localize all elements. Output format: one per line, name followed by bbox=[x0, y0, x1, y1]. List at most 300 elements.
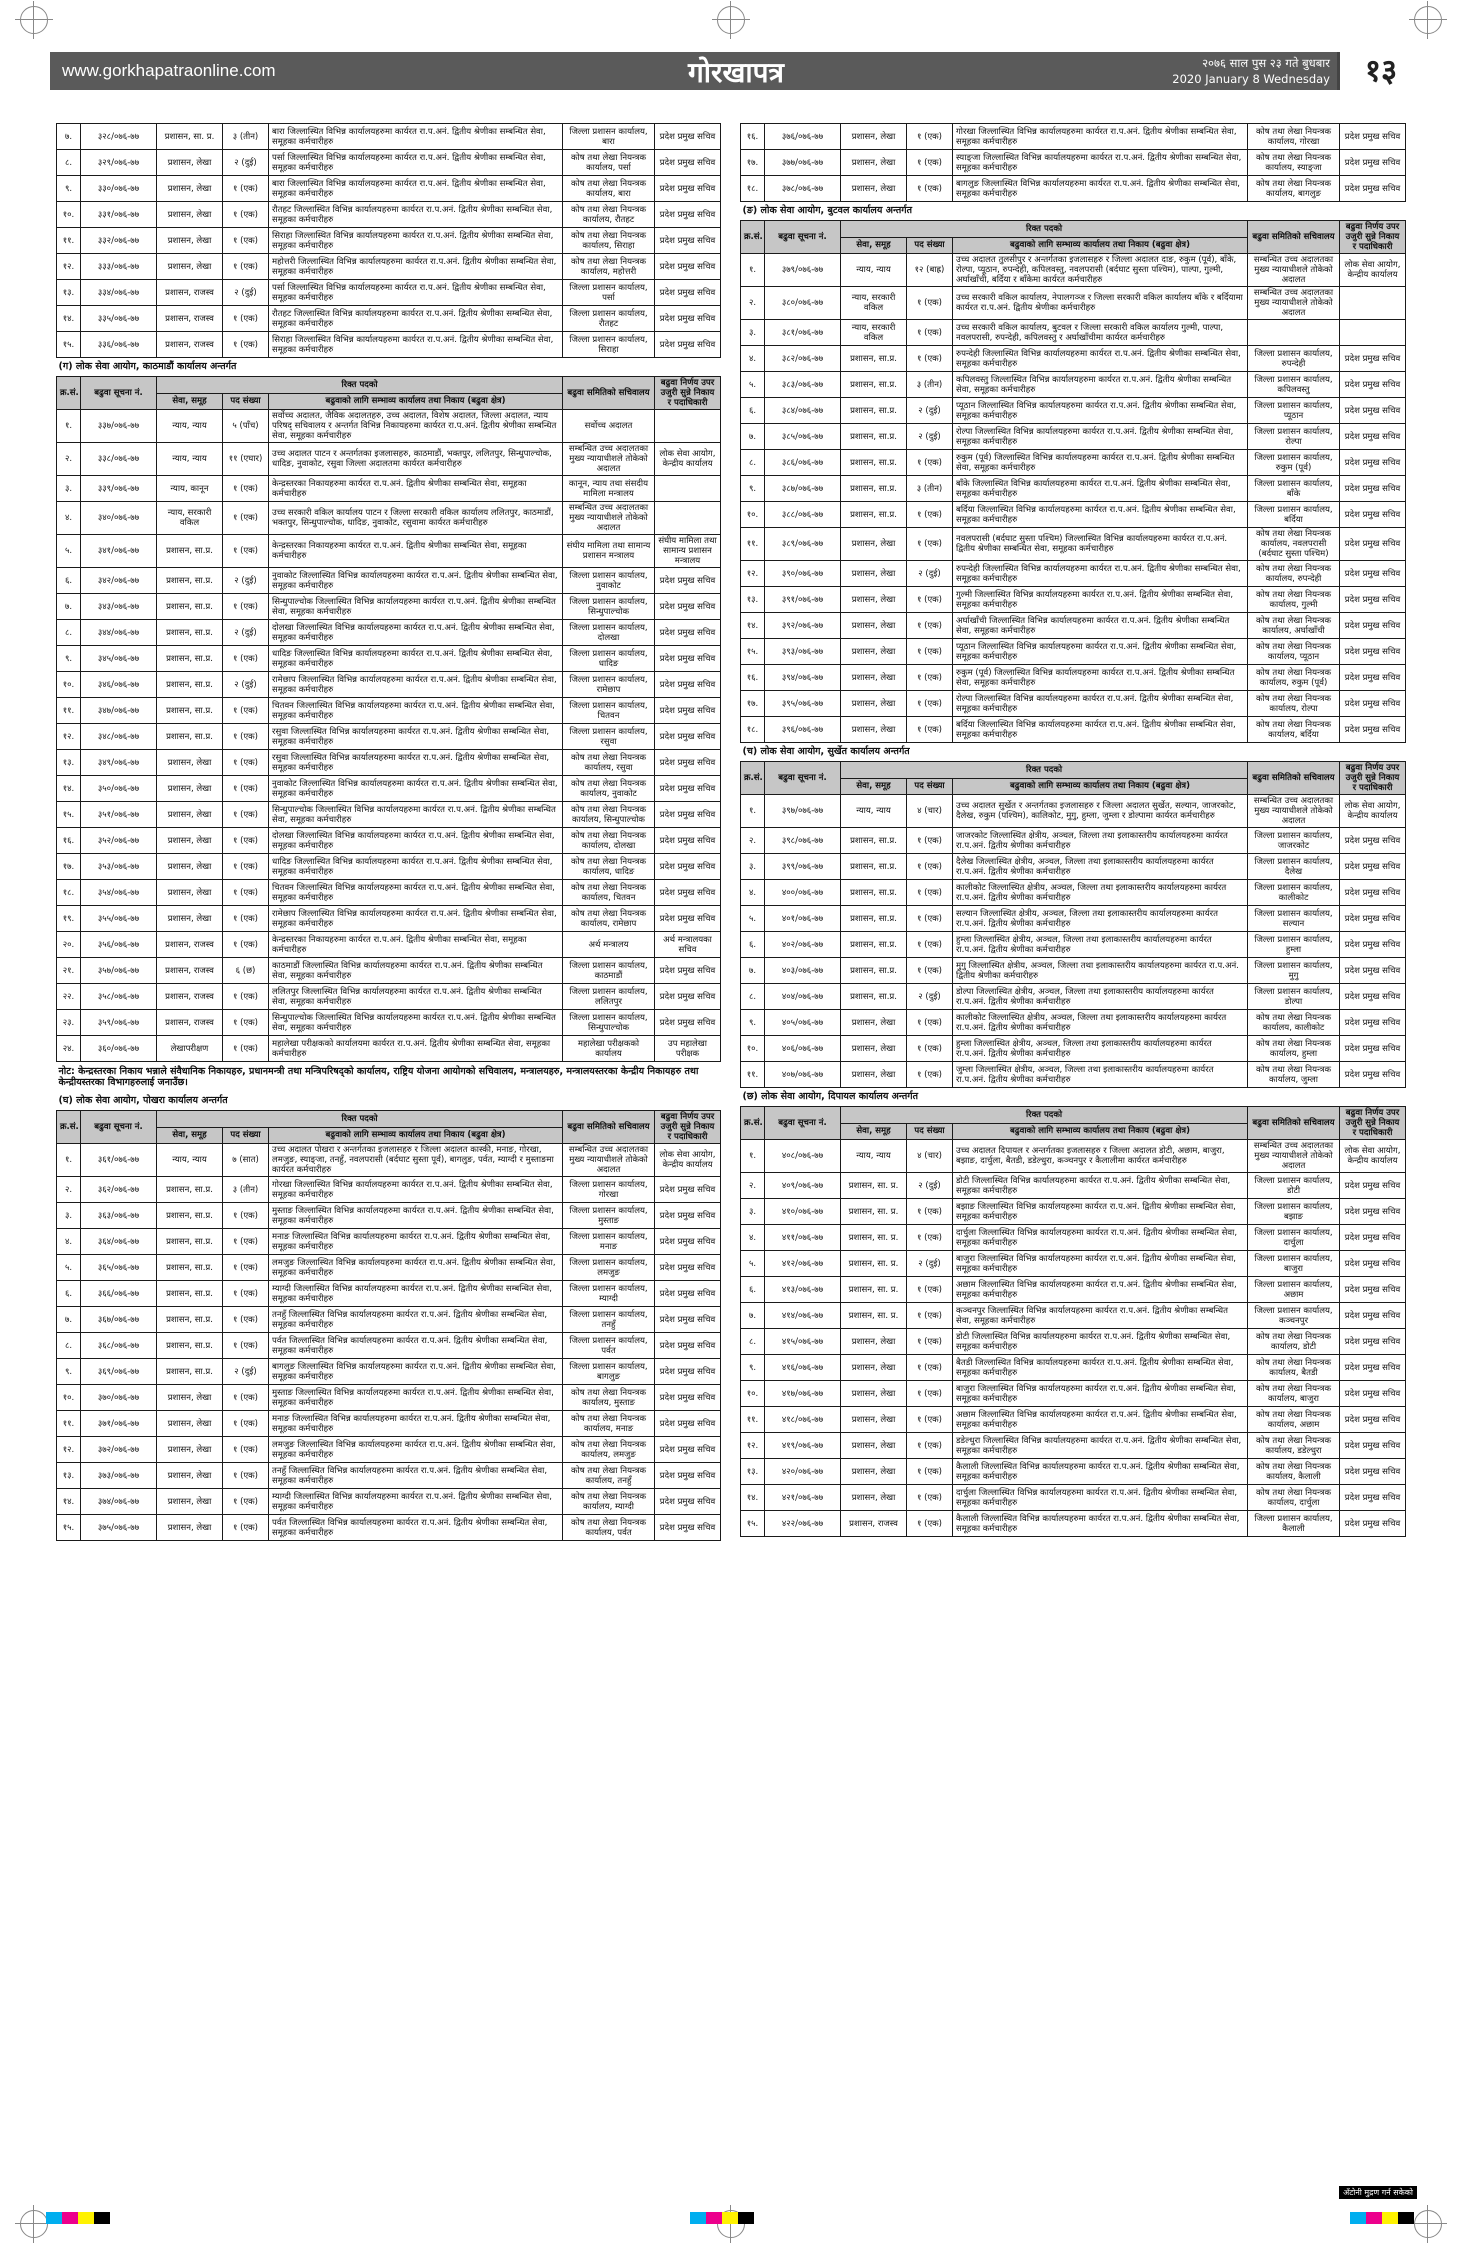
cell-area: उच्च सरकारी वकिल कार्यालय, नेपालगञ्ज र जिल्ला सरकारी वकिल कार्यालय बाँके र बर्दियामा कार्यरत रा.प.अनं. द्वितीय श्रेणीका कर्मचारीहरु bbox=[953, 287, 1248, 320]
cell-notice-no: ३८५/०७६-७७ bbox=[765, 424, 841, 450]
cell-sn: १०. bbox=[741, 1381, 765, 1407]
cell-posts: १ (एक) bbox=[907, 1199, 953, 1225]
cell-posts: १ (एक) bbox=[223, 1385, 269, 1411]
cell-sn: १. bbox=[57, 410, 81, 443]
cell-notice-no: ३९३/०७६-७७ bbox=[765, 639, 841, 665]
table-row bbox=[741, 665, 1406, 691]
cell-service: प्रशासन, लेखा bbox=[157, 750, 223, 776]
cell-sn: ३. bbox=[741, 320, 765, 346]
cell-sn: २. bbox=[741, 287, 765, 320]
cell-secretariat: कोष तथा लेखा नियन्त्रक कार्यालय, डोटी bbox=[1248, 1329, 1340, 1355]
cell-area: धादिङ जिल्लास्थित विभिन्न कार्यालयहरुमा कार्यरत रा.प.अनं. द्वितीय श्रेणीका सम्बन्धित सेवा, समूहका कर्मचारीहरु bbox=[269, 854, 563, 880]
table-row bbox=[741, 1433, 1406, 1459]
cell-sn: १३. bbox=[741, 1459, 765, 1485]
cell-area: सर्वोच्च अदालत, जैविक अदालतहरु, उच्च अदालत, विशेष अदालत, जिल्ला अदालत, न्याय परिषद् सचिवालय र अन्तर्गत विभिन्न निकायहरुमा कार्यरत रा.प.अनं. द्वितीय श्रेणीका सम्बन्धित सेवा, समूहका कर्मचारीहरु bbox=[269, 410, 563, 443]
cell-service: प्रशासन, लेखा bbox=[841, 1010, 907, 1036]
cell-secretariat: जिल्ला प्रशासन कार्यालय, दार्चुला bbox=[1248, 1225, 1340, 1251]
cell-posts: १ (एक) bbox=[223, 594, 269, 620]
cell-authority: प्रदेश प्रमुख सचिव bbox=[1340, 1433, 1406, 1459]
cell-secretariat: जिल्ला प्रशासन कार्यालय, डोटी bbox=[1248, 1173, 1340, 1199]
cell-area: सल्यान जिल्लास्थित क्षेत्रीय, अञ्चल, जिल्ला तथा इलाकास्तरीय कार्यालयहरुमा कार्यरत रा.प.अनं. द्वितीय श्रेणीका कर्मचारीहरु bbox=[953, 906, 1248, 932]
cell-service: न्याय, न्याय bbox=[157, 1144, 223, 1177]
cell-authority bbox=[655, 502, 721, 535]
header-area: बढुवाको लागि सम्भाव्य कार्यालय तथा निकाय (बढुवा क्षेत्र) bbox=[953, 1123, 1248, 1140]
page-number: १३ bbox=[1337, 52, 1422, 90]
cell-area: बर्दिया जिल्लास्थित विभिन्न कार्यालयहरुमा कार्यरत रा.प.अनं. द्वितीय श्रेणीका सम्बन्धित सेवा, समूहका कर्मचारीहरु bbox=[953, 502, 1248, 528]
cell-authority: प्रदेश प्रमुख सचिव bbox=[1340, 124, 1406, 150]
cell-posts: १ (एक) bbox=[907, 932, 953, 958]
cell-sn: ९. bbox=[741, 1355, 765, 1381]
header-vacancy: रिक्त पदको bbox=[157, 1111, 563, 1128]
cell-service: प्रशासन, सा. प्र. bbox=[841, 1251, 907, 1277]
cell-sn: १२. bbox=[741, 1433, 765, 1459]
cell-area: बर्दिया जिल्लास्थित विभिन्न कार्यालयहरुमा कार्यरत रा.प.अनं. द्वितीय श्रेणीका सम्बन्धित सेवा, समूहका कर्मचारीहरु bbox=[953, 717, 1248, 743]
cell-secretariat: कोष तथा लेखा नियन्त्रक कार्यालय, मनाङ bbox=[563, 1411, 655, 1437]
cell-notice-no: ४१४/०७६-७७ bbox=[765, 1303, 841, 1329]
cell-notice-no: ३६९/०७६-७७ bbox=[81, 1359, 157, 1385]
cell-authority: प्रदेश प्रमुख सचिव bbox=[655, 1333, 721, 1359]
cell-area: म्याग्दी जिल्लास्थित विभिन्न कार्यालयहरुमा कार्यरत रा.प.अनं. द्वितीय श्रेणीका सम्बन्धित सेवा, समूहका कर्मचारीहरु bbox=[269, 1281, 563, 1307]
cell-posts: ४ (चार) bbox=[907, 795, 953, 828]
cell-posts: १ (एक) bbox=[223, 332, 269, 358]
table-row bbox=[741, 1062, 1406, 1088]
table-row bbox=[741, 958, 1406, 984]
cell-posts: २ (दुई) bbox=[907, 561, 953, 587]
cell-sn: १२. bbox=[741, 561, 765, 587]
cell-posts: १ (एक) bbox=[907, 613, 953, 639]
cell-authority: प्रदेश प्रमुख सचिव bbox=[655, 1489, 721, 1515]
table-row bbox=[57, 1177, 721, 1203]
cell-posts: १ (एक) bbox=[223, 1203, 269, 1229]
table-row bbox=[741, 1036, 1406, 1062]
table-row bbox=[741, 424, 1406, 450]
cell-authority: प्रदेश प्रमुख सचिव bbox=[655, 1515, 721, 1541]
cell-notice-no: ४१३/०७६-७७ bbox=[765, 1277, 841, 1303]
cell-sn: ६. bbox=[741, 398, 765, 424]
cell-secretariat: सम्बन्धित उच्च अदालतका मुख्य न्यायाधीशले तोकेको अदालत bbox=[1248, 254, 1340, 287]
table-row bbox=[741, 984, 1406, 1010]
table-row bbox=[57, 672, 721, 698]
table-row bbox=[57, 535, 721, 568]
cell-authority: प्रदेश प्रमुख सचिव bbox=[655, 202, 721, 228]
cell-posts: १ (एक) bbox=[907, 1459, 953, 1485]
cell-posts: १ (एक) bbox=[223, 254, 269, 280]
table-row bbox=[741, 124, 1406, 150]
cell-posts: १ (एक) bbox=[907, 124, 953, 150]
cell-posts: १ (एक) bbox=[907, 639, 953, 665]
cell-authority: प्रदेश प्रमुख सचिव bbox=[1340, 1303, 1406, 1329]
magenta-swatch bbox=[62, 2212, 78, 2224]
cell-service: प्रशासन, सा.प्र. bbox=[157, 1281, 223, 1307]
cell-posts: १ (एक) bbox=[907, 320, 953, 346]
cell-area: तनहुँ जिल्लास्थित विभिन्न कार्यालयहरुमा कार्यरत रा.प.अनं. द्वितीय श्रेणीका सम्बन्धित सेवा, समूहका कर्मचारीहरु bbox=[269, 1463, 563, 1489]
cell-area: बागलुङ जिल्लास्थित विभिन्न कार्यालयहरुमा कार्यरत रा.प.अनं. द्वितीय श्रेणीका सम्बन्धित सेवा, समूहका कर्मचारीहरु bbox=[953, 176, 1248, 202]
table-note: नोट: केन्द्रस्तरका निकाय भन्नाले संवैधानिक निकायहरु, प्रधानमन्त्री तथा मन्त्रिपरिषद्को कार्यालय, राष्ट्रिय योजना आयोगको सचिवालय, मन्त्रालयहरु, मन्त्रालयस्तरका केन्द्रीय निकायहरु तथा केन्द्रीयस्तरका विभागहरुलाई जनाउँछ। bbox=[57, 1062, 721, 1093]
cell-notice-no: ४२१/०७६-७७ bbox=[765, 1485, 841, 1511]
cell-area: मनाङ जिल्लास्थित विभिन्न कार्यालयहरुमा कार्यरत रा.प.अनं. द्वितीय श्रेणीका सम्बन्धित सेवा, समूहका कर्मचारीहरु bbox=[269, 1229, 563, 1255]
cell-notice-no: ३३०/०७६-७७ bbox=[81, 176, 157, 202]
header-secretariat: बढुवा समितिको सचिवालय bbox=[1248, 221, 1340, 254]
cell-sn: ११. bbox=[741, 1407, 765, 1433]
cell-area: उच्च सरकारी वकिल कार्यालय, बुटवल र जिल्ला सरकारी वकिल कार्यालय गुल्मी, पाल्पा, नवलपरासी, रुपन्देही, कपिलवस्तु र अर्घाखाँचीमा कार्यरत कर्मचारीहरु bbox=[953, 320, 1248, 346]
cell-service: प्रशासन, सा.प्र. bbox=[841, 906, 907, 932]
table-row bbox=[57, 476, 721, 502]
cell-authority: प्रदेश प्रमुख सचिव bbox=[655, 620, 721, 646]
cell-notice-no: ४०३/०७६-७७ bbox=[765, 958, 841, 984]
cell-posts: १ (एक) bbox=[223, 535, 269, 568]
cell-authority: प्रदेश प्रमुख सचिव bbox=[1340, 1329, 1406, 1355]
cell-service: प्रशासन, सा.प्र. bbox=[157, 568, 223, 594]
cell-posts: १ (एक) bbox=[907, 1010, 953, 1036]
cell-secretariat: कोष तथा लेखा नियन्त्रक कार्यालय, रौतहट bbox=[563, 202, 655, 228]
cell-area: गोरखा जिल्लास्थित विभिन्न कार्यालयहरुमा कार्यरत रा.प.अनं. द्वितीय श्रेणीका सम्बन्धित सेवा, समूहका कर्मचारीहरु bbox=[269, 1177, 563, 1203]
cell-notice-no: ४०२/०७६-७७ bbox=[765, 932, 841, 958]
table-row bbox=[57, 1359, 721, 1385]
cell-posts: १ (एक) bbox=[907, 1329, 953, 1355]
cell-secretariat: जिल्ला प्रशासन कार्यालय, काठमाडौं bbox=[563, 958, 655, 984]
magenta-swatch bbox=[1366, 2212, 1382, 2224]
table-row bbox=[57, 594, 721, 620]
table-row bbox=[741, 1251, 1406, 1277]
cell-sn: ८. bbox=[57, 150, 81, 176]
cell-authority: लोक सेवा आयोग, केन्द्रीय कार्यालय bbox=[1340, 254, 1406, 287]
cell-service: लेखापरीक्षण bbox=[157, 1036, 223, 1062]
cell-authority: प्रदेश प्रमुख सचिव bbox=[1340, 398, 1406, 424]
cell-secretariat: जिल्ला प्रशासन कार्यालय, बाँके bbox=[1248, 476, 1340, 502]
cell-notice-no: ३६२/०७६-७७ bbox=[81, 1177, 157, 1203]
cell-secretariat: कोष तथा लेखा नियन्त्रक कार्यालय, बैतडी bbox=[1248, 1355, 1340, 1381]
header-notice-no: बढुवा सूचना नं. bbox=[81, 377, 157, 410]
cell-authority bbox=[1340, 320, 1406, 346]
table-row bbox=[57, 1229, 721, 1255]
cell-notice-no: ३७७/०७६-७७ bbox=[765, 150, 841, 176]
cell-posts: १ (एक) bbox=[223, 880, 269, 906]
table-row bbox=[57, 1281, 721, 1307]
cell-secretariat: कोष तथा लेखा नियन्त्रक कार्यालय, मुस्ताङ bbox=[563, 1385, 655, 1411]
cell-authority: प्रदेश प्रमुख सचिव bbox=[1340, 1199, 1406, 1225]
cell-posts: १ (एक) bbox=[223, 932, 269, 958]
cell-sn: १७. bbox=[741, 691, 765, 717]
cell-service: न्याय, सरकारी वकिल bbox=[157, 502, 223, 535]
header-authority: बढुवा निर्णय उपर उजुरी सुन्ने निकाय र पदाधिकारी bbox=[1340, 1107, 1406, 1140]
cell-secretariat: कोष तथा लेखा नियन्त्रक कार्यालय, महोत्तरी bbox=[563, 254, 655, 280]
cell-notice-no: ३६५/०७६-७७ bbox=[81, 1255, 157, 1281]
cell-authority: प्रदेश प्रमुख सचिव bbox=[1340, 1251, 1406, 1277]
cell-authority: प्रदेश प्रमुख सचिव bbox=[1340, 587, 1406, 613]
cell-secretariat: कोष तथा लेखा नियन्त्रक कार्यालय, नुवाकोट bbox=[563, 776, 655, 802]
cell-notice-no: ३६४/०७६-७७ bbox=[81, 1229, 157, 1255]
cell-posts: १ (एक) bbox=[223, 646, 269, 672]
table-row bbox=[57, 698, 721, 724]
cell-area: अर्घाखाँची जिल्लास्थित विभिन्न कार्यालयहरुमा कार्यरत रा.प.अनं. द्वितीय श्रेणीका सम्बन्धित सेवा, समूहका कर्मचारीहरु bbox=[953, 613, 1248, 639]
cell-notice-no: ३८८/०७६-७७ bbox=[765, 502, 841, 528]
cell-posts: १ (एक) bbox=[907, 450, 953, 476]
cell-service: प्रशासन, लेखा bbox=[157, 254, 223, 280]
cell-service: प्रशासन, लेखा bbox=[841, 691, 907, 717]
cell-posts: १ (एक) bbox=[907, 958, 953, 984]
cell-sn: ९. bbox=[741, 476, 765, 502]
cell-sn: १०. bbox=[741, 502, 765, 528]
cell-authority: प्रदेश प्रमुख सचिव bbox=[1340, 1355, 1406, 1381]
cell-sn: ७. bbox=[741, 1303, 765, 1329]
cell-notice-no: ३३६/०७६-७७ bbox=[81, 332, 157, 358]
table-row bbox=[741, 398, 1406, 424]
cell-posts: १ (एक) bbox=[223, 724, 269, 750]
color-bar bbox=[690, 2209, 754, 2221]
cell-authority: प्रदेश प्रमुख सचिव bbox=[1340, 502, 1406, 528]
cyan-swatch bbox=[1350, 2212, 1366, 2224]
cell-notice-no: ३८४/०७६-७७ bbox=[765, 398, 841, 424]
table-row bbox=[57, 1203, 721, 1229]
cell-secretariat: अर्थ मन्त्रालय bbox=[563, 932, 655, 958]
cell-notice-no: ४०७/०७६-७७ bbox=[765, 1062, 841, 1088]
cell-secretariat: कोष तथा लेखा नियन्त्रक कार्यालय, पर्वत bbox=[563, 1515, 655, 1541]
cell-sn: ७. bbox=[741, 958, 765, 984]
table-row bbox=[741, 613, 1406, 639]
table-row bbox=[57, 646, 721, 672]
cell-posts: २ (दुई) bbox=[223, 150, 269, 176]
cell-posts: २ (दुई) bbox=[907, 1173, 953, 1199]
cyan-swatch bbox=[690, 2212, 706, 2224]
cell-authority: लोक सेवा आयोग, केन्द्रीय कार्यालय bbox=[1340, 795, 1406, 828]
cell-secretariat: जिल्ला प्रशासन कार्यालय, बाजुरा bbox=[1248, 1251, 1340, 1277]
cell-secretariat: कोष तथा लेखा नियन्त्रक कार्यालय, बागलुङ bbox=[1248, 176, 1340, 202]
yellow-swatch bbox=[1382, 2212, 1398, 2224]
cell-notice-no: ३५२/०७६-७७ bbox=[81, 828, 157, 854]
cell-service: प्रशासन, लेखा bbox=[841, 1036, 907, 1062]
cell-secretariat: जिल्ला प्रशासन कार्यालय, कपिलवस्तु bbox=[1248, 372, 1340, 398]
cell-authority: प्रदेश प्रमुख सचिव bbox=[655, 724, 721, 750]
table-row bbox=[57, 854, 721, 880]
cell-notice-no: ३७६/०७६-७७ bbox=[765, 124, 841, 150]
cell-authority: प्रदेश प्रमुख सचिव bbox=[655, 176, 721, 202]
header-notice-no: बढुवा सूचना नं. bbox=[765, 762, 841, 795]
cell-sn: २. bbox=[57, 1177, 81, 1203]
cell-posts: १ (एक) bbox=[223, 1255, 269, 1281]
cell-posts: ११ (एघार) bbox=[223, 443, 269, 476]
cell-notice-no: ३५६/०७६-७७ bbox=[81, 932, 157, 958]
cell-area: सिन्धुपाल्चोक जिल्लास्थित विभिन्न कार्यालयहरुमा कार्यरत रा.प.अनं. द्वितीय श्रेणीका सम्बन्धित सेवा, समूहका कर्मचारीहरु bbox=[269, 594, 563, 620]
cell-notice-no: ४१८/०७६-७७ bbox=[765, 1407, 841, 1433]
cell-area: दैलेख जिल्लास्थित क्षेत्रीय, अञ्चल, जिल्ला तथा इलाकास्तरीय कार्यालयहरुमा कार्यरत रा.प.अनं. द्वितीय श्रेणीका कर्मचारीहरु bbox=[953, 854, 1248, 880]
cell-secretariat: कोष तथा लेखा नियन्त्रक कार्यालय, लमजुङ bbox=[563, 1437, 655, 1463]
cell-authority: प्रदेश प्रमुख सचिव bbox=[1340, 176, 1406, 202]
table-row bbox=[741, 1140, 1406, 1173]
cell-sn: ४. bbox=[57, 502, 81, 535]
cell-area: तनहुँ जिल्लास्थित विभिन्न कार्यालयहरुमा कार्यरत रा.प.अनं. द्वितीय श्रेणीका सम्बन्धित सेवा, समूहका कर्मचारीहरु bbox=[269, 1307, 563, 1333]
cell-service: प्रशासन, सा.प्र. bbox=[841, 932, 907, 958]
cell-posts: १ (एक) bbox=[907, 1433, 953, 1459]
cell-secretariat: जिल्ला प्रशासन कार्यालय, पर्सा bbox=[563, 280, 655, 306]
cell-area: मनाङ जिल्लास्थित विभिन्न कार्यालयहरुमा कार्यरत रा.प.अनं. द्वितीय श्रेणीका सम्बन्धित सेवा, समूहका कर्मचारीहरु bbox=[269, 1411, 563, 1437]
cell-area: जाजरकोट जिल्लास्थित क्षेत्रीय, अञ्चल, जिल्ला तथा इलाकास्तरीय कार्यालयहरुमा कार्यरत रा.प.अनं. द्वितीय श्रेणीका कर्मचारीहरु bbox=[953, 828, 1248, 854]
header-secretariat: बढुवा समितिको सचिवालय bbox=[1248, 762, 1340, 795]
cell-area: कैलाली जिल्लास्थित विभिन्न कार्यालयहरुमा कार्यरत रा.प.अनं. द्वितीय श्रेणीका सम्बन्धित सेवा, समूहका कर्मचारीहरु bbox=[953, 1459, 1248, 1485]
cell-posts: १ (एक) bbox=[223, 1411, 269, 1437]
cell-service: प्रशासन, सा. प्र. bbox=[841, 1225, 907, 1251]
cell-notice-no: ४०९/०७६-७७ bbox=[765, 1173, 841, 1199]
cell-posts: १ (एक) bbox=[907, 1225, 953, 1251]
cell-secretariat: सम्बन्धित उच्च अदालतका मुख्य न्यायाधीशले तोकेको अदालत bbox=[1248, 287, 1340, 320]
cell-notice-no: ३७३/०७६-७७ bbox=[81, 1463, 157, 1489]
cell-notice-no: ३६०/०७६-७७ bbox=[81, 1036, 157, 1062]
cell-sn: ११. bbox=[57, 698, 81, 724]
cell-authority: प्रदेश प्रमुख सचिव bbox=[1340, 476, 1406, 502]
table-row bbox=[57, 568, 721, 594]
cell-sn: ८. bbox=[57, 620, 81, 646]
cell-area: म्याग्दी जिल्लास्थित विभिन्न कार्यालयहरुमा कार्यरत रा.प.अनं. द्वितीय श्रेणीका सम्बन्धित सेवा, समूहका कर्मचारीहरु bbox=[269, 1489, 563, 1515]
table-row bbox=[741, 932, 1406, 958]
cell-notice-no: ३५८/०७६-७७ bbox=[81, 984, 157, 1010]
cell-service: प्रशासन, लेखा bbox=[841, 1355, 907, 1381]
cell-secretariat: जिल्ला प्रशासन कार्यालय, कञ्चनपुर bbox=[1248, 1303, 1340, 1329]
cell-notice-no: ३३५/०७६-७७ bbox=[81, 306, 157, 332]
cell-posts: १ (एक) bbox=[223, 1437, 269, 1463]
cell-service: प्रशासन, लेखा bbox=[841, 1407, 907, 1433]
page-header bbox=[50, 52, 1422, 90]
cell-notice-no: ३३१/०७६-७७ bbox=[81, 202, 157, 228]
yellow-swatch bbox=[722, 2212, 738, 2224]
cell-authority: प्रदेश प्रमुख सचिव bbox=[1340, 150, 1406, 176]
cell-service: प्रशासन, लेखा bbox=[841, 1433, 907, 1459]
cell-posts: १ (एक) bbox=[223, 1036, 269, 1062]
cell-posts: १ (एक) bbox=[223, 306, 269, 332]
cell-service: प्रशासन, सा.प्र. bbox=[157, 1333, 223, 1359]
cell-secretariat bbox=[1248, 320, 1340, 346]
table-row bbox=[57, 1463, 721, 1489]
cell-area: रसुवा जिल्लास्थित विभिन्न कार्यालयहरुमा कार्यरत रा.प.अनं. द्वितीय श्रेणीका सम्बन्धित सेवा, समूहका कर्मचारीहरु bbox=[269, 750, 563, 776]
cell-secretariat: सम्बन्धित उच्च अदालतका मुख्य न्यायाधीशले तोकेको अदालत bbox=[563, 443, 655, 476]
cell-secretariat: जिल्ला प्रशासन कार्यालय, बागलुङ bbox=[563, 1359, 655, 1385]
cell-notice-no: ३५९/०७६-७७ bbox=[81, 1010, 157, 1036]
cell-authority: प्रदेश प्रमुख सचिव bbox=[655, 1255, 721, 1281]
cell-authority bbox=[655, 476, 721, 502]
cell-area: दोलखा जिल्लास्थित विभिन्न कार्यालयहरुमा कार्यरत रा.प.अनं. द्वितीय श्रेणीका सम्बन्धित सेवा, समूहका कर्मचारीहरु bbox=[269, 828, 563, 854]
table-row bbox=[57, 880, 721, 906]
cell-area: बाजुरा जिल्लास्थित विभिन्न कार्यालयहरुमा कार्यरत रा.प.अनं. द्वितीय श्रेणीका सम्बन्धित सेवा, समूहका कर्मचारीहरु bbox=[953, 1381, 1248, 1407]
cell-service: प्रशासन, लेखा bbox=[841, 528, 907, 561]
cell-notice-no: ३९७/०७६-७७ bbox=[765, 795, 841, 828]
cell-area: लमजुङ जिल्लास्थित विभिन्न कार्यालयहरुमा कार्यरत रा.प.अनं. द्वितीय श्रेणीका सम्बन्धित सेवा, समूहका कर्मचारीहरु bbox=[269, 1255, 563, 1281]
cell-sn: १६. bbox=[741, 124, 765, 150]
table-row bbox=[741, 880, 1406, 906]
table-row bbox=[741, 1485, 1406, 1511]
cell-service: प्रशासन, सा. प्र. bbox=[841, 1173, 907, 1199]
table-row bbox=[57, 1411, 721, 1437]
header-vacancy: रिक्त पदको bbox=[841, 1107, 1248, 1124]
table-row bbox=[741, 1199, 1406, 1225]
cell-sn: १०. bbox=[57, 202, 81, 228]
header-vacancy: रिक्त पदको bbox=[841, 762, 1248, 779]
cell-secretariat: जिल्ला प्रशासन कार्यालय, दैलेख bbox=[1248, 854, 1340, 880]
cell-service: प्रशासन, लेखा bbox=[157, 1463, 223, 1489]
table-row bbox=[741, 287, 1406, 320]
cell-notice-no: ३५७/०७६-७७ bbox=[81, 958, 157, 984]
cell-service: प्रशासन, सा.प्र. bbox=[841, 450, 907, 476]
cell-authority: प्रदेश प्रमुख सचिव bbox=[655, 1010, 721, 1036]
cell-sn: १५. bbox=[741, 639, 765, 665]
header-service: सेवा, समूह bbox=[841, 778, 907, 795]
table-row bbox=[741, 639, 1406, 665]
cell-service: प्रशासन, लेखा bbox=[841, 176, 907, 202]
table-row bbox=[741, 254, 1406, 287]
cell-sn: ११. bbox=[57, 228, 81, 254]
cell-notice-no: ३८९/०७६-७७ bbox=[765, 528, 841, 561]
cell-notice-no: ३५१/०७६-७७ bbox=[81, 802, 157, 828]
cell-sn: १. bbox=[741, 254, 765, 287]
cell-posts: १ (एक) bbox=[223, 1489, 269, 1515]
header-area: बढुवाको लागि सम्भाव्य कार्यालय तथा निकाय (बढुवा क्षेत्र) bbox=[269, 1127, 563, 1144]
cell-posts: १ (एक) bbox=[907, 1036, 953, 1062]
cell-service: प्रशासन, लेखा bbox=[841, 587, 907, 613]
cell-authority: प्रदेश प्रमुख सचिव bbox=[655, 750, 721, 776]
cell-area: सिन्धुपाल्चोक जिल्लास्थित विभिन्न कार्यालयहरुमा कार्यरत रा.प.अनं. द्वितीय श्रेणीका सम्बन्धित सेवा, समूहका कर्मचारीहरु bbox=[269, 1010, 563, 1036]
cell-authority: प्रदेश प्रमुख सचिव bbox=[1340, 1010, 1406, 1036]
cell-sn: १४. bbox=[57, 1489, 81, 1515]
cell-service: प्रशासन, सा.प्र. bbox=[157, 1359, 223, 1385]
cell-area: चितवन जिल्लास्थित विभिन्न कार्यालयहरुमा कार्यरत रा.प.अनं. द्वितीय श्रेणीका सम्बन्धित सेवा, समूहका कर्मचारीहरु bbox=[269, 698, 563, 724]
cell-service: प्रशासन, सा.प्र. bbox=[157, 1229, 223, 1255]
cell-area: पर्सा जिल्लास्थित विभिन्न कार्यालयहरुमा कार्यरत रा.प.अनं. द्वितीय श्रेणीका सम्बन्धित सेवा, समूहका कर्मचारीहरु bbox=[269, 280, 563, 306]
cell-service: प्रशासन, सा. प्र. bbox=[841, 1277, 907, 1303]
cell-sn: १५. bbox=[57, 802, 81, 828]
registration-mark bbox=[717, 6, 745, 34]
header-notice-no: बढुवा सूचना नं. bbox=[81, 1111, 157, 1144]
table-row bbox=[741, 854, 1406, 880]
cell-notice-no: ३९५/०७६-७७ bbox=[765, 691, 841, 717]
header-secretariat: बढुवा समितिको सचिवालय bbox=[563, 377, 655, 410]
cell-area: स्याङ्जा जिल्लास्थित विभिन्न कार्यालयहरुमा कार्यरत रा.प.अनं. द्वितीय श्रेणीका सम्बन्धित सेवा, समूहका कर्मचारीहरु bbox=[953, 150, 1248, 176]
cell-service: प्रशासन, सा.प्र. bbox=[157, 1203, 223, 1229]
header-authority: बढुवा निर्णय उपर उजुरी सुन्ने निकाय र पदाधिकारी bbox=[1340, 221, 1406, 254]
cell-service: प्रशासन, सा.प्र. bbox=[841, 398, 907, 424]
cell-notice-no: ३३९/०७६-७७ bbox=[81, 476, 157, 502]
header-sn: क्र.सं. bbox=[57, 1111, 81, 1144]
cell-secretariat: जिल्ला प्रशासन कार्यालय, लमजुङ bbox=[563, 1255, 655, 1281]
color-bar bbox=[46, 2209, 110, 2221]
cell-posts: २ (दुई) bbox=[223, 280, 269, 306]
cell-authority: लोक सेवा आयोग, केन्द्रीय कार्यालय bbox=[655, 1144, 721, 1177]
cell-service: प्रशासन, लेखा bbox=[157, 176, 223, 202]
cell-service: प्रशासन, लेखा bbox=[841, 124, 907, 150]
cell-service: न्याय, न्याय bbox=[157, 443, 223, 476]
cell-sn: ६. bbox=[741, 1277, 765, 1303]
cell-service: प्रशासन, सा.प्र. bbox=[841, 476, 907, 502]
cell-authority: प्रदेश प्रमुख सचिव bbox=[1340, 958, 1406, 984]
cell-authority: प्रदेश प्रमुख सचिव bbox=[1340, 691, 1406, 717]
cell-authority: प्रदेश प्रमुख सचिव bbox=[655, 1307, 721, 1333]
header-service: सेवा, समूह bbox=[157, 1127, 223, 1144]
header-notice-no: बढुवा सूचना नं. bbox=[765, 1107, 841, 1140]
cell-area: रौतहट जिल्लास्थित विभिन्न कार्यालयहरुमा कार्यरत रा.प.अनं. द्वितीय श्रेणीका सम्बन्धित सेवा, समूहका कर्मचारीहरु bbox=[269, 306, 563, 332]
cell-secretariat: कोष तथा लेखा नियन्त्रक कार्यालय, रुकुम (पूर्व) bbox=[1248, 665, 1340, 691]
cell-area: महोत्तरी जिल्लास्थित विभिन्न कार्यालयहरुमा कार्यरत रा.प.अनं. द्वितीय श्रेणीका सम्बन्धित सेवा, समूहका कर्मचारीहरु bbox=[269, 254, 563, 280]
cell-authority: प्रदेश प्रमुख सचिव bbox=[1340, 528, 1406, 561]
cell-authority: प्रदेश प्रमुख सचिव bbox=[1340, 561, 1406, 587]
cell-secretariat: जिल्ला प्रशासन कार्यालय, डोल्पा bbox=[1248, 984, 1340, 1010]
cell-sn: ७. bbox=[57, 594, 81, 620]
site-url[interactable]: www.gorkhapatraonline.com bbox=[62, 61, 276, 80]
cell-notice-no: ३९६/०७६-७७ bbox=[765, 717, 841, 743]
cell-authority: प्रदेश प्रमुख सचिव bbox=[655, 150, 721, 176]
cell-notice-no: ४०४/०७६-७७ bbox=[765, 984, 841, 1010]
table-row bbox=[57, 1255, 721, 1281]
header-vacancy: रिक्त पदको bbox=[157, 377, 563, 394]
notice-table bbox=[740, 123, 1406, 1537]
cell-service: प्रशासन, सा. प्र. bbox=[841, 1199, 907, 1225]
table-row bbox=[741, 450, 1406, 476]
cell-area: बैतडी जिल्लास्थित विभिन्न कार्यालयहरुमा कार्यरत रा.प.अनं. द्वितीय श्रेणीका सम्बन्धित सेवा, समूहका कर्मचारीहरु bbox=[953, 1355, 1248, 1381]
